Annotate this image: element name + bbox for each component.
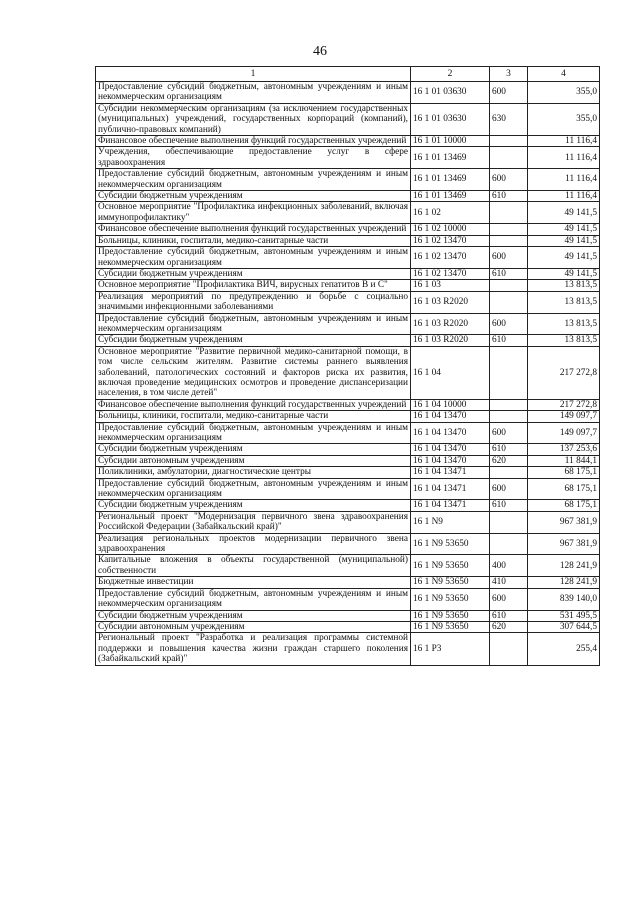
row-code: 16 1 N9 <box>411 511 490 533</box>
row-code: 16 1 04 13471 <box>411 478 490 500</box>
table-header <box>96 67 600 82</box>
row-code: 16 1 03 R2020 <box>411 313 490 335</box>
table-row <box>96 169 600 191</box>
row-code: 16 1 01 03630 <box>411 103 490 135</box>
row-code: 16 1 N9 53650 <box>411 621 490 632</box>
table-body <box>96 82 600 666</box>
row-name: Предоставление субсидий бюджетным, автономным учреждениям и иным некоммерческим организациям <box>96 313 411 335</box>
row-name: Реализация мероприятий по предупреждению и борьбе с социально значимыми инфекционными заболеваниями <box>96 291 411 313</box>
row-name: Субсидии бюджетным учреждениям <box>96 191 411 202</box>
row-name: Субсидии бюджетным учреждениям <box>96 268 411 279</box>
table-row <box>96 610 600 621</box>
row-name: Субсидии некоммерческим организациям (за исключением государственных (муниципальных) учреждений, государственных корпораций (компаний), публично-правовых компаний) <box>96 103 411 135</box>
row-name: Предоставление субсидий бюджетным, автономным учреждениям и иным некоммерческим организациям <box>96 247 411 269</box>
row-code: 16 1 04 10000 <box>411 399 490 410</box>
row-expense-type: 610 <box>490 268 528 279</box>
row-expense-type <box>490 291 528 313</box>
row-name: Реализация региональных проектов модернизации первичного звена здравоохранения <box>96 533 411 555</box>
table-row <box>96 313 600 335</box>
row-expense-type <box>490 136 528 147</box>
table-row <box>96 399 600 410</box>
row-code: 16 1 01 13469 <box>411 169 490 191</box>
row-amount: 11 116,4 <box>528 191 600 202</box>
row-expense-type: 600 <box>490 422 528 444</box>
table-row <box>96 467 600 478</box>
header-col-4: 4 <box>528 67 600 82</box>
table-row <box>96 455 600 466</box>
row-name: Предоставление субсидий бюджетным, автономным учреждениям и иным некоммерческим организациям <box>96 588 411 610</box>
row-code: 16 1 01 13469 <box>411 147 490 169</box>
row-amount: 128 241,9 <box>528 555 600 577</box>
table-row <box>96 533 600 555</box>
row-name: Основное мероприятие "Профилактика ВИЧ, вирусных гепатитов В и С" <box>96 280 411 291</box>
table-row <box>96 478 600 500</box>
table-row <box>96 247 600 269</box>
row-expense-type: 610 <box>490 191 528 202</box>
table-row <box>96 500 600 511</box>
table-row <box>96 136 600 147</box>
page-number: 46 <box>313 44 327 59</box>
table-row <box>96 268 600 279</box>
row-amount: 11 116,4 <box>528 147 600 169</box>
row-amount: 13 813,5 <box>528 291 600 313</box>
row-expense-type: 630 <box>490 103 528 135</box>
row-name: Субсидии бюджетным учреждениям <box>96 610 411 621</box>
row-amount: 68 175,1 <box>528 500 600 511</box>
row-name: Бюджетные инвестиции <box>96 577 411 588</box>
row-amount: 967 381,9 <box>528 533 600 555</box>
table-row <box>96 235 600 246</box>
row-amount: 307 644,5 <box>528 621 600 632</box>
row-expense-type: 620 <box>490 621 528 632</box>
row-name: Субсидии автономным учреждениям <box>96 455 411 466</box>
row-code: 16 1 04 13470 <box>411 411 490 422</box>
row-amount: 217 272,8 <box>528 346 600 399</box>
row-expense-type: 410 <box>490 577 528 588</box>
row-name: Предоставление субсидий бюджетным, автономным учреждениям и иным некоммерческим организациям <box>96 169 411 191</box>
table-row <box>96 82 600 104</box>
row-name: Региональный проект "Модернизация первичного звена здравоохранения Российской Федерации (Забайкальский край)" <box>96 511 411 533</box>
row-code: 16 1 03 R2020 <box>411 291 490 313</box>
row-name: Субсидии бюджетным учреждениям <box>96 444 411 455</box>
row-expense-type <box>490 399 528 410</box>
row-code: 16 1 04 13471 <box>411 467 490 478</box>
row-code: 16 1 03 <box>411 280 490 291</box>
row-code: 16 1 N9 53650 <box>411 588 490 610</box>
header-row <box>96 67 600 82</box>
row-code: 16 1 04 13470 <box>411 455 490 466</box>
row-expense-type <box>490 633 528 665</box>
row-code: 16 1 02 13470 <box>411 247 490 269</box>
row-amount: 49 141,5 <box>528 268 600 279</box>
row-expense-type <box>490 467 528 478</box>
row-amount: 355,0 <box>528 82 600 104</box>
row-code: 16 1 P3 <box>411 633 490 665</box>
table-row <box>96 346 600 399</box>
row-name: Предоставление субсидий бюджетным, автономным учреждениям и иным некоммерческим организациям <box>96 82 411 104</box>
row-expense-type <box>490 533 528 555</box>
row-name: Финансовое обеспечение выполнения функций государственных учреждений <box>96 224 411 235</box>
table-row <box>96 191 600 202</box>
row-amount: 11 844,1 <box>528 455 600 466</box>
row-amount: 68 175,1 <box>528 467 600 478</box>
row-amount: 128 241,9 <box>528 577 600 588</box>
row-code: 16 1 04 <box>411 346 490 399</box>
row-name: Региональный проект "Разработка и реализация программы системной поддержки и повышения качества жизни граждан старшего поколения (Забайкальский край)" <box>96 633 411 665</box>
row-code: 16 1 02 13470 <box>411 268 490 279</box>
row-code: 16 1 01 10000 <box>411 136 490 147</box>
table-row <box>96 411 600 422</box>
row-amount: 49 141,5 <box>528 247 600 269</box>
row-expense-type: 600 <box>490 82 528 104</box>
row-amount: 49 141,5 <box>528 202 600 224</box>
row-name: Поликлиники, амбулатории, диагностические центры <box>96 467 411 478</box>
row-name: Больницы, клиники, госпитали, медико-санитарные части <box>96 411 411 422</box>
row-name: Основное мероприятие "Профилактика инфекционных заболеваний, включая иммунопрофилактику" <box>96 202 411 224</box>
row-amount: 967 381,9 <box>528 511 600 533</box>
row-expense-type: 600 <box>490 478 528 500</box>
table-row <box>96 588 600 610</box>
row-expense-type: 600 <box>490 247 528 269</box>
row-code: 16 1 03 R2020 <box>411 335 490 346</box>
row-expense-type <box>490 202 528 224</box>
row-expense-type <box>490 280 528 291</box>
row-code: 16 1 04 13471 <box>411 500 490 511</box>
row-name: Финансовое обеспечение выполнения функций государственных учреждений <box>96 136 411 147</box>
row-amount: 217 272,8 <box>528 399 600 410</box>
table-row <box>96 422 600 444</box>
row-expense-type <box>490 147 528 169</box>
row-name: Субсидии бюджетным учреждениям <box>96 335 411 346</box>
row-expense-type <box>490 511 528 533</box>
row-expense-type: 400 <box>490 555 528 577</box>
row-name: Предоставление субсидий бюджетным, автономным учреждениям и иным некоммерческим организациям <box>96 422 411 444</box>
table-row <box>96 444 600 455</box>
row-amount: 149 097,7 <box>528 422 600 444</box>
row-code: 16 1 02 10000 <box>411 224 490 235</box>
row-name: Больницы, клиники, госпитали, медико-санитарные части <box>96 235 411 246</box>
row-expense-type <box>490 346 528 399</box>
row-code: 16 1 N9 53650 <box>411 533 490 555</box>
table-row <box>96 202 600 224</box>
table-row <box>96 577 600 588</box>
row-expense-type: 610 <box>490 500 528 511</box>
row-amount: 137 253,6 <box>528 444 600 455</box>
row-expense-type: 610 <box>490 444 528 455</box>
row-amount: 13 813,5 <box>528 313 600 335</box>
table-row <box>96 335 600 346</box>
row-expense-type: 620 <box>490 455 528 466</box>
row-code: 16 1 N9 53650 <box>411 610 490 621</box>
row-amount: 839 140,0 <box>528 588 600 610</box>
row-name: Финансовое обеспечение выполнения функций государственных учреждений <box>96 399 411 410</box>
row-name: Субсидии автономным учреждениям <box>96 621 411 632</box>
row-name: Учреждения, обеспечивающие предоставление услуг в сфере здравоохранения <box>96 147 411 169</box>
header-col-3: 3 <box>490 67 528 82</box>
row-name: Субсидии бюджетным учреждениям <box>96 500 411 511</box>
table-row <box>96 147 600 169</box>
row-code: 16 1 N9 53650 <box>411 577 490 588</box>
row-code: 16 1 N9 53650 <box>411 555 490 577</box>
row-amount: 49 141,5 <box>528 235 600 246</box>
table-row <box>96 224 600 235</box>
table-row <box>96 280 600 291</box>
table-row <box>96 291 600 313</box>
row-expense-type: 610 <box>490 610 528 621</box>
row-expense-type <box>490 224 528 235</box>
table-row <box>96 103 600 135</box>
table-row <box>96 555 600 577</box>
row-amount: 355,0 <box>528 103 600 135</box>
row-amount: 68 175,1 <box>528 478 600 500</box>
row-name: Основное мероприятие "Развитие первичной медико-санитарной помощи, в том числе сельским жителям. Развитие системы раннего выявления заболеваний, патологических состояний и факторов риска их развития, включая проведение медицинских осмотров и проведение диспансеризации населения, в том числе детей" <box>96 346 411 399</box>
row-amount: 11 116,4 <box>528 169 600 191</box>
row-amount: 11 116,4 <box>528 136 600 147</box>
row-amount: 49 141,5 <box>528 224 600 235</box>
row-code: 16 1 04 13470 <box>411 422 490 444</box>
row-code: 16 1 01 03630 <box>411 82 490 104</box>
row-name: Капитальные вложения в объекты государственной (муниципальной) собственности <box>96 555 411 577</box>
row-expense-type <box>490 235 528 246</box>
row-amount: 149 097,7 <box>528 411 600 422</box>
row-code: 16 1 01 13469 <box>411 191 490 202</box>
row-code: 16 1 02 <box>411 202 490 224</box>
row-expense-type: 600 <box>490 588 528 610</box>
row-amount: 13 813,5 <box>528 280 600 291</box>
header-col-1: 1 <box>96 67 411 82</box>
row-amount: 13 813,5 <box>528 335 600 346</box>
table-row <box>96 633 600 665</box>
row-code: 16 1 04 13470 <box>411 444 490 455</box>
row-amount: 531 495,5 <box>528 610 600 621</box>
table-row <box>96 511 600 533</box>
budget-table <box>95 66 600 666</box>
row-expense-type: 610 <box>490 335 528 346</box>
row-amount: 255,4 <box>528 633 600 665</box>
row-expense-type <box>490 411 528 422</box>
table-row <box>96 621 600 632</box>
row-name: Предоставление субсидий бюджетным, автономным учреждениям и иным некоммерческим организациям <box>96 478 411 500</box>
header-col-2: 2 <box>411 67 490 82</box>
row-expense-type: 600 <box>490 313 528 335</box>
row-expense-type: 600 <box>490 169 528 191</box>
row-code: 16 1 02 13470 <box>411 235 490 246</box>
